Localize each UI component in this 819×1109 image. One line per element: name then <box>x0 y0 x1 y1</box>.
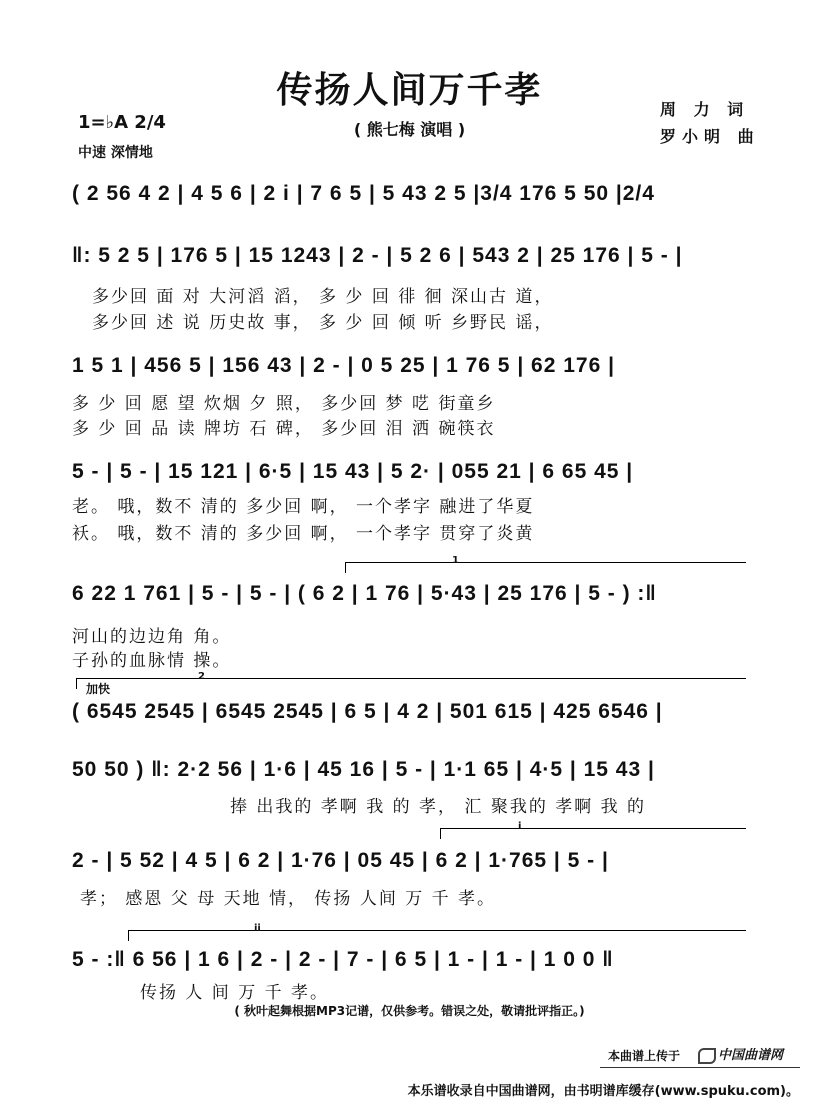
score-line-3: 1 5 1 | 456 5 | 156 43 | 2 - | 0 5 25 | 1 76 5 | 62 176 | <box>72 354 615 377</box>
lyric-line-9: 传扬 人 间 万 千 孝。 <box>140 983 330 1003</box>
lyric-line-7: 捧 出我的 孝啊 我 的 孝， 汇 聚我的 孝啊 我 的 <box>230 797 647 817</box>
volta-bracket-ii <box>128 930 746 941</box>
score-line-6: ( 6545 2545 | 6545 2545 | 6 5 | 4 2 | 501 615 | 425 6546 | <box>72 700 663 723</box>
volta-label-i: i <box>518 821 522 832</box>
score-line-9: 5 - :‖ 6 56 | 1 6 | 2 - | 2 - | 7 - | 6 5 | 1 - | 1 - | 1 0 0 ‖ <box>72 948 614 971</box>
key-signature: 1=♭A 2/4 <box>78 112 166 133</box>
lyric-line-4a: 老。 哦，数不 清的 多少回 啊， 一个孝字 融进了华夏 <box>72 497 535 517</box>
lyric-line-3a: 多 少 回 愿 望 炊烟 夕 照， 多少回 梦 呓 街童乡 <box>72 394 496 414</box>
lyric-line-5b: 子孙的血脉情 操。 <box>72 651 232 671</box>
score-line-1: ( 2 56 4 2 | 4 5 6 | 2 i | 7 6 5 | 5 43 2 5 |3/4 176 5 50 |2/4 <box>72 182 655 205</box>
site-logo[interactable] <box>698 1044 783 1064</box>
score-line-8: 2 - | 5 52 | 4 5 | 6 2 | 1·76 | 05 45 | 6 2 | 1·765 | 5 - | <box>72 849 609 872</box>
lyric-line-4b: 袄。 哦，数不 清的 多少回 啊， 一个孝字 贯穿了炎黄 <box>72 524 535 544</box>
lyricist-credit: 周 力 词 <box>660 100 750 119</box>
volta-label-ii: ii <box>254 923 261 934</box>
lyric-line-3b: 多 少 回 品 读 牌坊 石 碑， 多少回 泪 洒 碗筷衣 <box>72 419 496 439</box>
composer-credit: 罗小明 曲 <box>660 127 760 146</box>
logo-text: 中国曲谱网 <box>718 1048 784 1063</box>
logo-icon <box>698 1048 716 1064</box>
upload-label: 本曲谱上传于 <box>608 1049 681 1063</box>
volta-label-1: 1 <box>452 555 459 566</box>
transcriber-note: ( 秋叶起舞根据MP3记谱，仅供参考。错误之处，敬请批评指正。) <box>234 1004 585 1018</box>
score-line-5: 6 22 1 761 | 5 - | 5 - | ( 6 2 | 1 76 | 5·43 | 25 176 | 5 - ) :‖ <box>72 582 657 605</box>
lyric-line-8: 孝； 感恩 父 母 天地 情， 传扬 人间 万 千 孝。 <box>80 889 497 909</box>
lyric-line-5a: 河山的边边角 角。 <box>72 627 232 647</box>
volta-bracket-1 <box>345 562 746 573</box>
score-line-2: ‖: 5 2 5 | 176 5 | 15 1243 | 2 - | 5 2 6 | 543 2 | 25 176 | 5 - | <box>72 244 683 267</box>
tempo-marking: 中速 深情地 <box>78 145 153 161</box>
lyric-line-2a: 多少回 面 对 大河滔 滔， 多 少 回 徘 徊 深山古 道， <box>92 287 554 307</box>
singer-credit: ( 熊七梅 演唱 ) <box>353 120 466 139</box>
footer-source: 本乐谱收录自中国曲谱网，由书明谱库缓存(www.spuku.com)。 <box>407 1084 799 1099</box>
volta-bracket-i <box>440 828 746 839</box>
tempo-change-label: 加快 <box>86 682 111 696</box>
volta-label-2: 2 <box>198 671 205 682</box>
volta-bracket-2 <box>76 678 746 689</box>
score-line-7: 50 50 ) ‖: 2·2 56 | 1·6 | 45 16 | 5 - | 1·1 65 | 4·5 | 15 43 | <box>72 758 655 781</box>
footer-divider <box>600 1067 800 1068</box>
lyric-line-2b: 多少回 述 说 历史故 事， 多 少 回 倾 听 乡野民 谣， <box>92 313 554 333</box>
score-title: 传扬人间万千孝 <box>276 70 543 111</box>
score-line-4: 5 - | 5 - | 15 121 | 6·5 | 15 43 | 5 2· | 055 21 | 6 65 45 | <box>72 460 634 483</box>
